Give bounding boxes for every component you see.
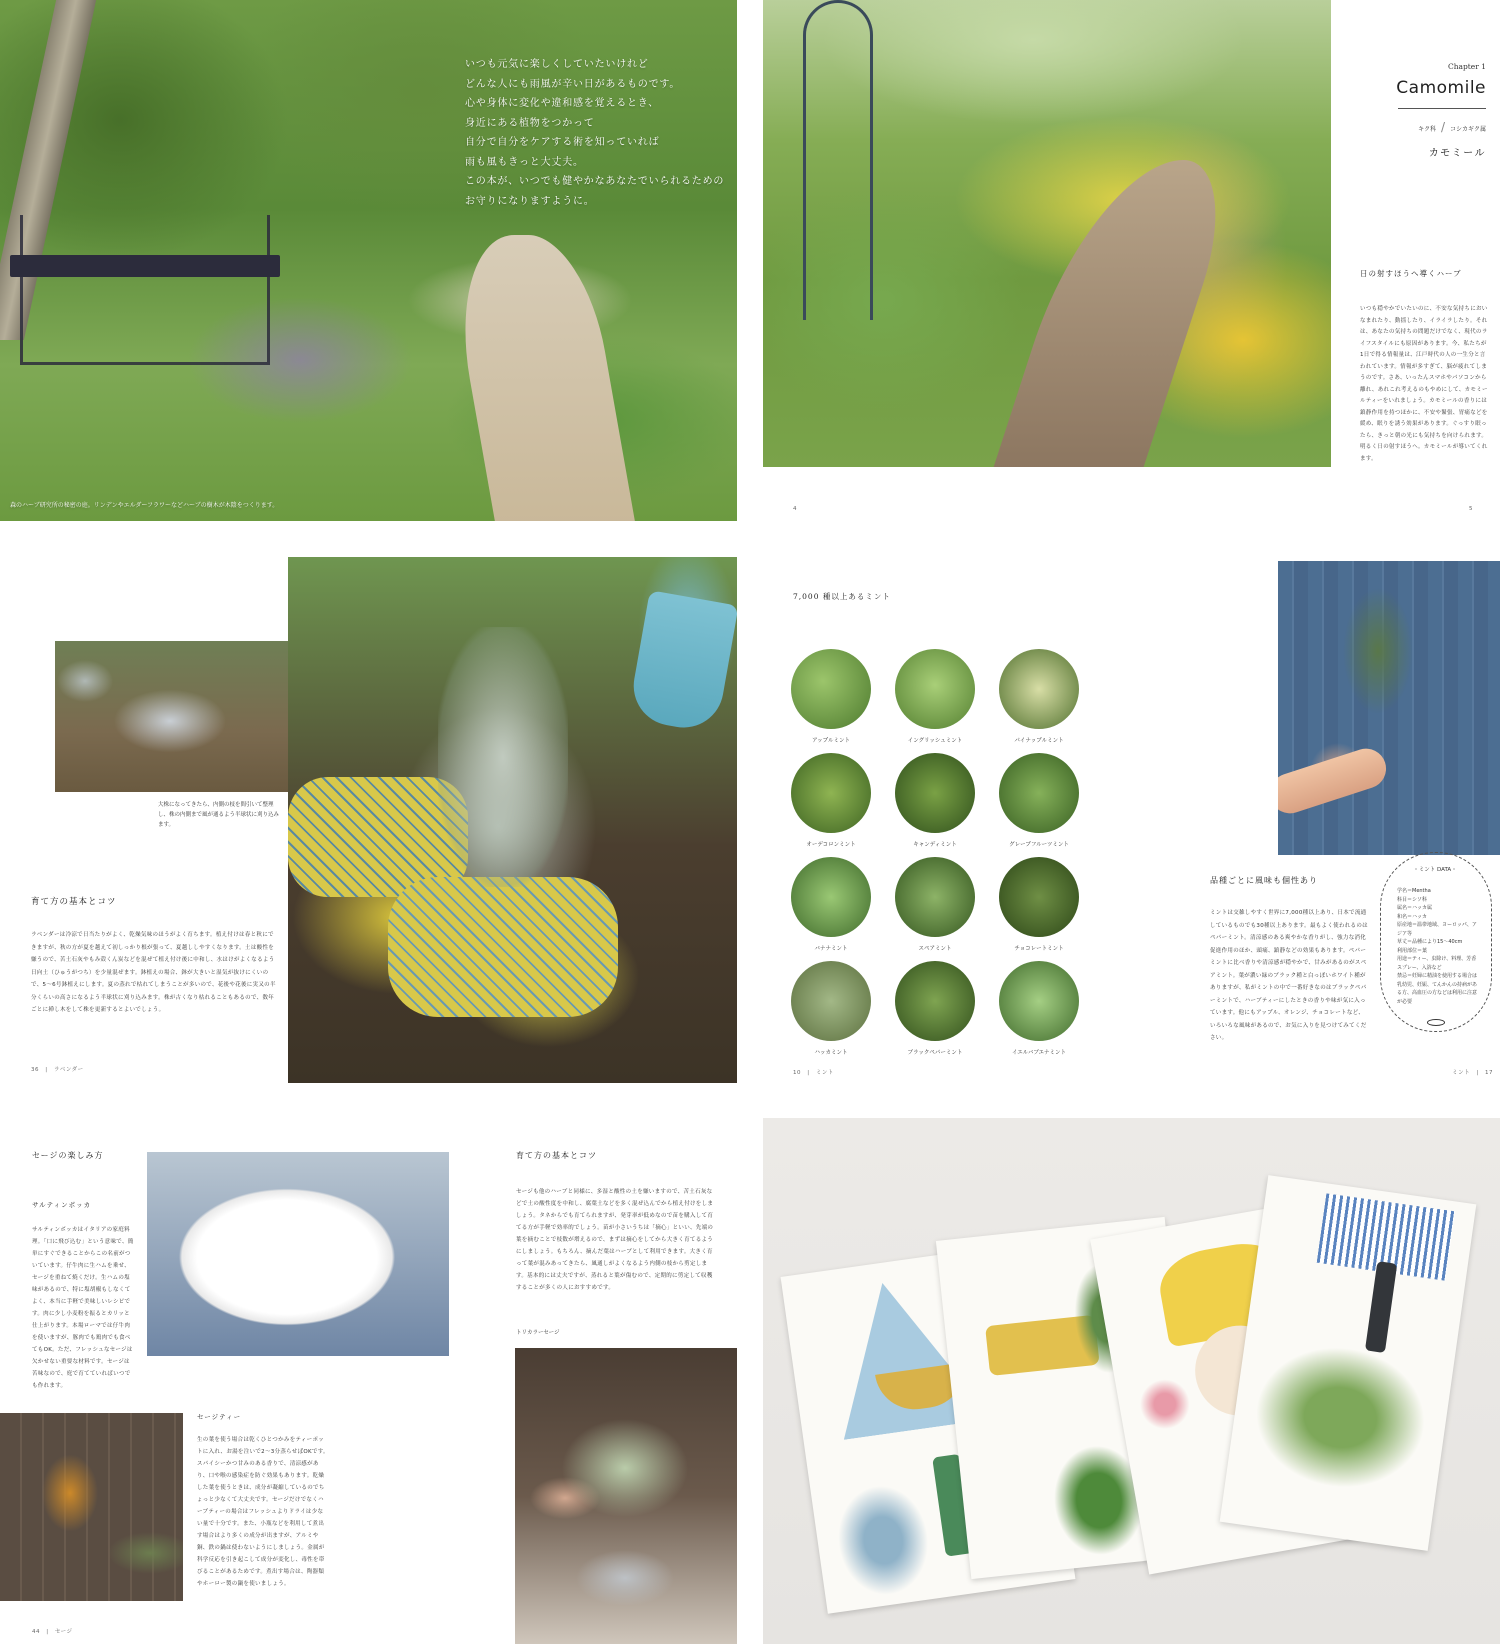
page-footer: [31, 1065, 84, 1073]
mint-photo: [895, 753, 975, 833]
poem-line: 雨も風もきっと大丈夫。: [465, 156, 584, 168]
page-number: 44: [32, 1629, 40, 1635]
photo-caption: トリカラーセージ: [516, 1330, 560, 1336]
section-heading: 育て方の基本とコツ: [31, 897, 117, 907]
yellow-glove-right: [388, 877, 618, 1017]
mint-photo: [791, 857, 871, 937]
sub-heading: セージティー: [197, 1413, 242, 1421]
mint-bouquet-photo: [1278, 561, 1500, 855]
mint-caption: グレープフルーツミント: [1009, 842, 1069, 848]
data-line: 原産地＝温帯地域、ヨーロッパ、アジア等: [1397, 922, 1477, 937]
mint-photo: [895, 649, 975, 729]
plant-family: [1376, 120, 1486, 134]
garden-path: [444, 235, 635, 521]
lavender-bush-photo: [55, 641, 288, 792]
leaf-icon: [1427, 1019, 1445, 1026]
lavender-page: [0, 557, 737, 1083]
body-text: いつも穏やかでいたいのに、不安な気持ちにおいなまれたり、動揺したり、イライラしたり。それは、あなたの気持ちの問題だけでなく、現代のライフスタイルにも原因があります。今、私たちが1日で得る情報量は、江戸時代の人の一生分と言われています。情報が多すぎて、脳が疲れてしまうのです。さあ、いったんスマホやパソコンから離れ、あれこれ考えるのもやめにして、カモミールティーをいれましょう。カモミールの香りには鎮静作用を持つほかに、不安や緊張、胃痛などを緩め、眠りを誘う効果があります。ぐっすり眠ったら、きっと朝の光にも気持ちを向けられます。明るく日の射すほうへ。カモミールが導いてくれます。: [1360, 306, 1488, 462]
data-line: 属名＝ハッカ属: [1397, 905, 1433, 911]
page-number: 10: [793, 1070, 801, 1076]
mint-page: [763, 557, 1500, 1083]
poem-line: この本が、いつでも健やかなあなたでいられるための: [465, 176, 725, 187]
saltimbocca-photo: [147, 1152, 449, 1356]
sub-heading: サルティンボッカ: [32, 1201, 92, 1209]
card-art-plant: [831, 1480, 935, 1601]
mint-caption: スペアミント: [918, 946, 952, 952]
sage-page: [0, 1118, 737, 1644]
mint-photo: [895, 961, 975, 1041]
body-text: ミントは交雑しやすく世界に7,000種以上あり、日本で流通しているものでも30種以上あります。最もよく使われるのはペパーミント。清涼感のある爽やかな香りがし、強力な消化促進作用のほか、頭痛、鎮静などの効果もあります。ペパーミントに比べ香りや清涼感が穏やかで、甘みがあるのがスペアミント。葉が濃い緑のブラック種と白っぽいホワイト種がありますが、私がミントの中で一番好きなのはブラックペパーミントで、ハーブティーにしたときの香りや味が気に入っています。他にもアップル、オレンジ、チョコレートなど、いろいろな風味があるので、お気に入りを見つけてみてください。: [1210, 910, 1368, 1041]
page-sep: |: [1476, 1070, 1479, 1076]
sage-pot-photo: [515, 1348, 737, 1644]
page-sep: |: [807, 1070, 810, 1076]
data-line: 学名＝Mentha: [1397, 888, 1431, 894]
title-divider: [1398, 108, 1486, 109]
section-heading-right: 育て方の基本とコツ: [516, 1151, 597, 1160]
page-label: ミント: [815, 1070, 834, 1076]
arm: [1278, 743, 1391, 818]
mint-caption: オーデコロンミント: [806, 842, 856, 848]
poem-block: [465, 55, 725, 211]
page-number-right: 5: [1469, 506, 1473, 512]
page-label: セージ: [54, 1629, 73, 1635]
illustrated-cards-photo: [763, 1118, 1500, 1644]
data-line: 草丈＝品種により15〜40cm: [1397, 939, 1463, 945]
poem-line: 自分で自分をケアする術を知っていれば: [465, 137, 660, 148]
family-slash: /: [1441, 120, 1446, 134]
garden-path: [993, 160, 1244, 467]
mint-photo: [791, 649, 871, 729]
page-footer-right: [1403, 1068, 1493, 1076]
mint-caption: バナナミント: [814, 946, 848, 952]
page-title: 7,000 種以上あるミント: [793, 592, 891, 601]
chapter-label: Chapter 1: [1447, 62, 1486, 71]
photo-caption: 森のハーブ研究所の秘密の庭。リンデンやエルダーフラワーなどハーブの樹木が木陰をつくります。: [10, 502, 279, 509]
family-right: コシカギク属: [1449, 126, 1486, 133]
card-art-flower: [1136, 1375, 1194, 1433]
data-line: 禁忌＝妊婦に精油を使用する場合は乳幼児、妊娠、てんかんの持病がある方、高血圧の方などは利用に注意が必要: [1397, 973, 1478, 1005]
mint-caption: チョコレートミント: [1014, 946, 1064, 952]
mint-photo: [999, 857, 1079, 937]
chapter-page: [763, 0, 1500, 521]
data-line: 利用部位＝葉: [1397, 947, 1428, 954]
page-sep: |: [45, 1067, 48, 1073]
mint-caption: ブラックペパーミント: [907, 1050, 963, 1056]
garden-chairs: [20, 215, 270, 365]
gloves-planting-photo: [288, 557, 737, 1083]
card-art-plant: [1246, 1336, 1434, 1498]
garden-arch: [803, 0, 873, 320]
page-label: ラベンダー: [53, 1067, 84, 1073]
data-box-title: ・ミント DATA・: [1413, 867, 1457, 873]
card-art-boots: [1365, 1261, 1397, 1353]
poem-line: 心や身体に変化や違和感を覚えるとき、: [465, 98, 659, 109]
poem-line: どんな人にも雨風が辛い日があるものです。: [465, 78, 681, 90]
garden-photo-left: [0, 0, 737, 521]
page-sep: |: [46, 1629, 49, 1635]
mint-photo: [895, 857, 975, 937]
sage-tea-photo: [0, 1413, 183, 1601]
trowel-blade: [627, 590, 737, 734]
page-number-left: 4: [793, 506, 797, 512]
mint-caption: イエルバブエナミント: [1011, 1050, 1067, 1056]
data-line: 和名＝ハッカ: [1397, 913, 1428, 920]
mint-caption: ハッカミント: [814, 1050, 848, 1056]
page-footer-left: [793, 1068, 834, 1076]
data-list: [1397, 887, 1481, 1006]
section-heading: 日の射すほうへ導くハーブ: [1360, 269, 1462, 278]
mint-photo: [999, 753, 1079, 833]
body-text: 生の葉を使う場合は乾くひとつかみをティーポットに入れ、お湯を注いで2〜3分蒸らせばOKです。スパイシーかつ甘みのある香りで、清涼感があり、口や喉の感染症を防ぐ効果もあります。乾燥した葉を使うときは、成分が凝縮しているのでちょっと少なくて大丈夫です。セージだけでなくハーブティーの場合はフレッシュよりドライは少ない量で十分です。また、小瓶などを利用して煮出す場合はより多くの成分が出ますが、アルミや銅、鉄の鍋は使わないようにしましょう。金属が科学反応を引き起こして成分が変化し、毒性を帯びることがあるためです。煮出す場合は、陶器類やホーロー製の鍋を使いましょう。: [197, 1437, 329, 1587]
body-text: セージも他のハーブと同様に、多湿と酸性の土を嫌いますので、苦土石灰などで土の酸性度を中和し、腐葉土などを多く混ぜ込んでから植え付けをしましょう。タネからでも育てられますが、発芽率が低めなので苗を購入して育てる方が手軽で効率的でしょう。苗が小さいうちは「摘心」といい、先端の葉を摘むことで枝数が増えるので、まずは摘心をしてから大きく育てるようにしましょう。もちろん、摘んだ葉はハーブとして利用できます。大きく育って葉が混みあってきたら、風通しがよくなるよう内側の枝から剪定します。基本的には丈夫ですが、蒸れると葉が傷むので、定期的に剪定して収穫することが多くの人におすすめです。: [516, 1189, 714, 1291]
mint-photo: [999, 961, 1079, 1041]
photo-caption: 大株になってきたら、内側の枝を間引いて整理し、株の内側まで風が通るよう半球状に刈り込みます。: [158, 802, 280, 828]
mint-caption: キャンディミント: [913, 842, 957, 848]
chapter-title: Camomile: [1396, 78, 1486, 98]
mint-photo: [791, 753, 871, 833]
mint-photo: [999, 649, 1079, 729]
mint-caption: パイナップルミント: [1014, 738, 1064, 744]
poem-line: 身近にある植物をつかって: [465, 117, 595, 129]
page-number: 36: [31, 1067, 39, 1073]
data-line: 用途＝ティー、虫除け、料理、芳香スプレー、入浴など: [1397, 956, 1477, 971]
poem-line: いつも元気に楽しくしていたいけれど: [465, 59, 649, 70]
mint-data-box: [1380, 852, 1492, 1032]
lavender-plant: [438, 627, 568, 887]
page-footer: [32, 1627, 73, 1635]
mint-caption: イングリッシュミント: [907, 738, 963, 744]
poem-line: お守りになりますように。: [465, 195, 595, 207]
family-left: キク科: [1418, 126, 1437, 133]
mint-photo: [791, 961, 871, 1041]
page-number: 17: [1485, 1070, 1493, 1076]
mint-caption: アップルミント: [812, 738, 850, 744]
page-label: ミント: [1452, 1070, 1471, 1076]
garden-photo-right: [763, 0, 1331, 467]
section-heading: 品種ごとに風味も個性あり: [1210, 876, 1318, 885]
body-text: サルティンボッカはイタリアの家庭料理。「口に飛び込む」という意味で、簡単にすぐできることからこの名前がついています。仔牛肉に生ハムを乗せ、セージを重ねて焼くだけ。生ハムの塩味があるので、特に塩胡椒もしなくてよく、本当に手軽で美味しいレシピです。肉に少し小麦粉を振るとカリッと仕上がります。本場ローマでは仔牛肉を使いますが、豚肉でも鶏肉でも食べてもOK。ただ、フレッシュなセージは欠かせない重要な材料です。セージは苦味なので、庭で育てていればいつでも作れます。: [32, 1227, 134, 1389]
data-line: 科目＝シソ科: [1397, 896, 1428, 903]
body-text: ラベンダーは冷涼で日当たりがよく、乾燥気味のほうがよく育ちます。植え付けは春と秋にできますが、秋の方が夏を越えて初しっかり根が張って、夏越ししやすくなります。土は酸性を嫌うので、苦土石灰やもみ殻くん炭などを混ぜて植え付け後に中和し、水はけがよくなるよう日向土（ひゅうがつち）を少量混ぜます。鉢植えの場合、鉢が大きいと湿気が抜けにくいので、5〜6号鉢植えにします。夏の蒸れで枯れてしまうことが多いので、花後や花後に実又の半分くらいの高さになるよう半球状に刈り込みます。株が古くなり枯れることもあるので、数年ごとに挿し木をして株を更新するとよいでしょう。: [31, 932, 276, 1013]
section-heading-left: セージの楽しみ方: [32, 1151, 104, 1160]
jp-name: カモミール: [1428, 148, 1486, 159]
